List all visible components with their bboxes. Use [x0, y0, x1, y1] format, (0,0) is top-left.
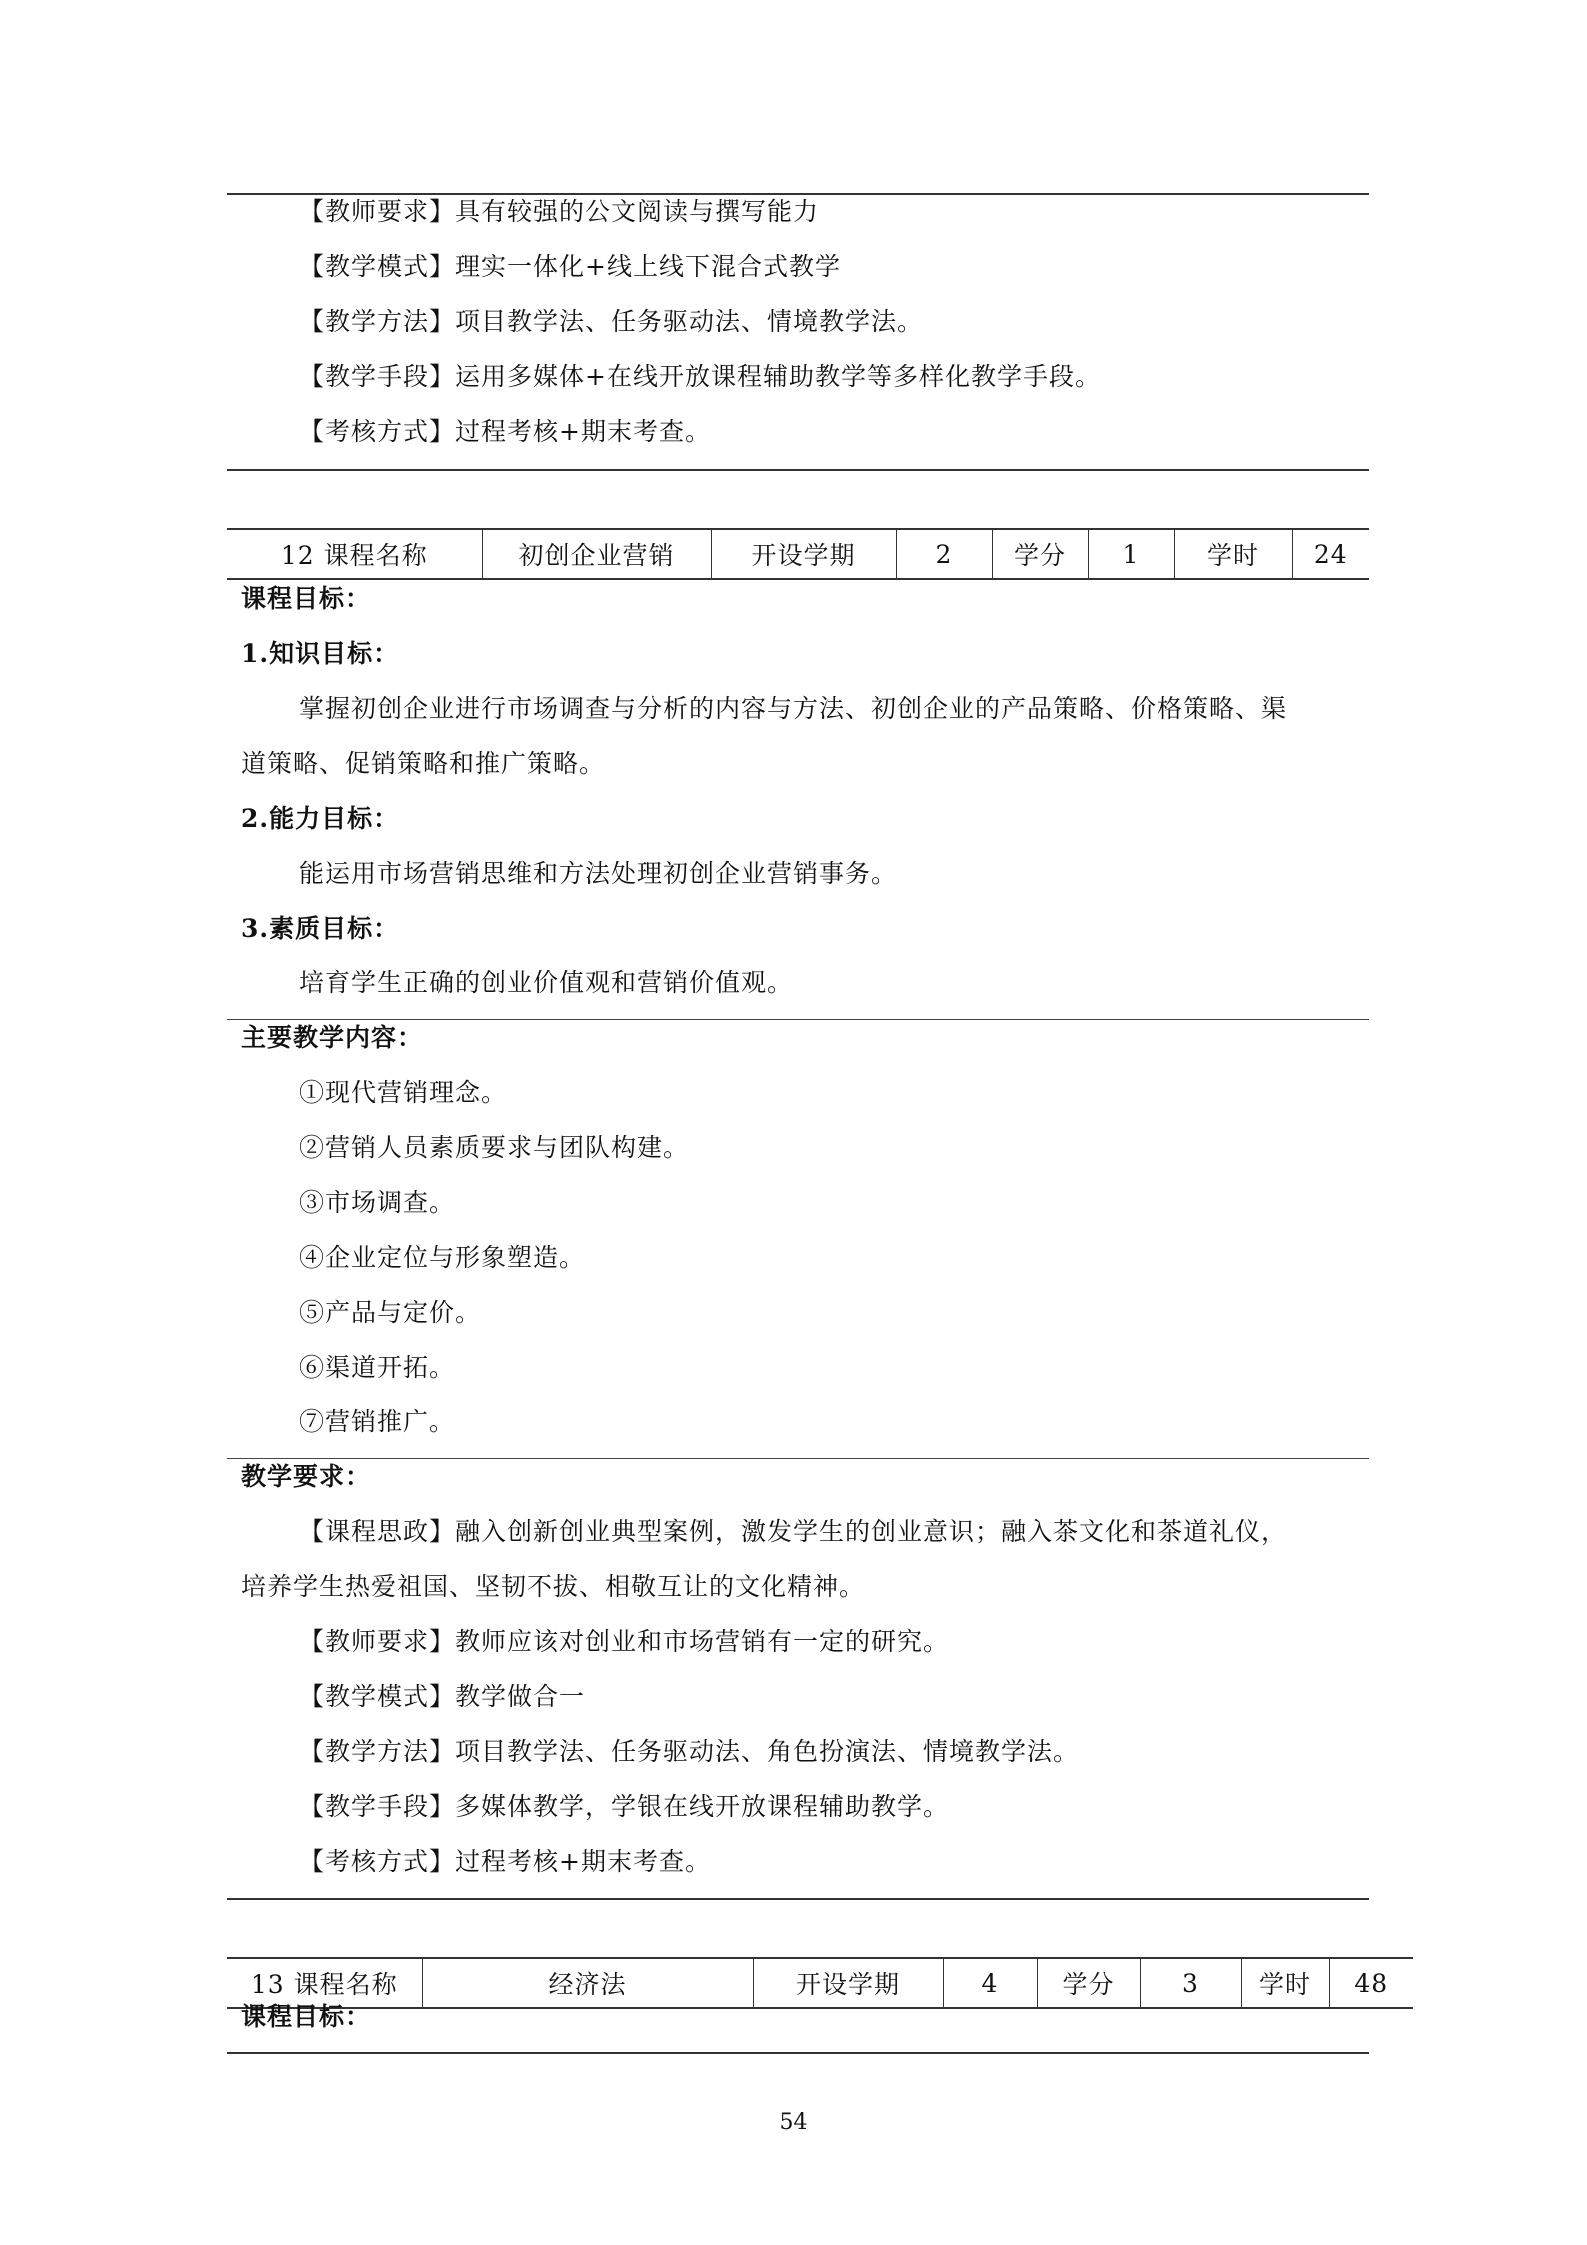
knowledge-goal-text-2: 道策略、促销策略和推广策略。 — [241, 749, 606, 778]
content-item: ④企业定位与形象塑造。 — [299, 1243, 586, 1272]
knowledge-goal-text-1: 掌握初创企业进行市场调查与分析的内容与方法、初创企业的产品策略、价格策略、渠 — [299, 694, 1288, 723]
semester-label: 开设学期 — [753, 1958, 943, 2008]
course-goals-title: 课程目标： — [241, 2002, 372, 2031]
main-content-title: 主要教学内容： — [241, 1023, 424, 1052]
requirements-divider — [227, 1458, 1369, 1459]
teaching-mode-line: 【教学模式】教学做合一 — [299, 1682, 586, 1711]
course-13-bottom-rule — [227, 2052, 1369, 2054]
content-item: ②营销人员素质要求与团队构建。 — [299, 1133, 690, 1162]
content-item: ⑥渠道开拓。 — [299, 1353, 456, 1382]
knowledge-goal-title: 1.知识目标： — [241, 639, 400, 668]
content-item: ⑦营销推广。 — [299, 1407, 456, 1436]
content-divider — [227, 1019, 1369, 1020]
hours-label: 学时 — [1241, 1958, 1329, 2008]
course-number-label: 13 课程名称 — [227, 1958, 422, 2008]
teaching-requirements-title: 教学要求： — [241, 1462, 372, 1491]
page-number: 54 — [779, 2110, 808, 2135]
teaching-mode-line: 【教学模式】理实一体化+线上线下混合式教学 — [299, 252, 841, 281]
teaching-means-line: 【教学手段】运用多媒体+在线开放课程辅助教学等多样化教学手段。 — [299, 362, 1101, 391]
ideology-line-2: 培养学生热爱祖国、坚韧不拔、相敬互让的文化精神。 — [241, 1572, 866, 1601]
credit-label: 学分 — [992, 529, 1088, 579]
quality-goal-text: 培育学生正确的创业价值观和营销价值观。 — [299, 968, 794, 997]
content-item: ①现代营销理念。 — [299, 1078, 508, 1107]
content-item: ⑤产品与定价。 — [299, 1298, 482, 1327]
ideology-line-1: 【课程思政】融入创新创业典型案例，激发学生的创业意识；融入茶文化和茶道礼仪， — [299, 1517, 1288, 1546]
semester-label: 开设学期 — [711, 529, 896, 579]
section-top-rule — [227, 193, 1369, 195]
course-name: 初创企业营销 — [482, 529, 711, 579]
hours-value: 48 — [1329, 1958, 1413, 2008]
teaching-method-line: 【教学方法】项目教学法、任务驱动法、角色扮演法、情境教学法。 — [299, 1737, 1080, 1766]
credit-value: 1 — [1088, 529, 1174, 579]
ability-goal-title: 2.能力目标： — [241, 804, 400, 833]
course-name: 经济法 — [422, 1958, 753, 2008]
hours-label: 学时 — [1174, 529, 1292, 579]
credit-label: 学分 — [1037, 1958, 1140, 2008]
ability-goal-text: 能运用市场营销思维和方法处理初创企业营销事务。 — [299, 859, 898, 888]
course-number-label: 12 课程名称 — [227, 529, 482, 579]
course-13-header-table — [227, 1957, 1413, 2009]
hours-value: 24 — [1292, 529, 1369, 579]
assessment-line: 【考核方式】过程考核+期末考查。 — [299, 417, 711, 446]
teacher-requirement-line: 【教师要求】教师应该对创业和市场营销有一定的研究。 — [299, 1627, 950, 1656]
section-bottom-rule — [227, 469, 1369, 471]
course-goals-title: 课程目标： — [241, 584, 372, 613]
semester-value: 2 — [896, 529, 992, 579]
course-12-bottom-rule — [227, 1898, 1369, 1900]
teacher-requirement-line: 【教师要求】具有较强的公文阅读与撰写能力 — [299, 197, 820, 226]
credit-value: 3 — [1140, 1958, 1241, 2008]
semester-value: 4 — [943, 1958, 1037, 2008]
teaching-means-line: 【教学手段】多媒体教学，学银在线开放课程辅助教学。 — [299, 1792, 950, 1821]
teaching-method-line: 【教学方法】项目教学法、任务驱动法、情境教学法。 — [299, 307, 924, 336]
assessment-line: 【考核方式】过程考核+期末考查。 — [299, 1847, 711, 1876]
course-12-header-table — [227, 528, 1369, 580]
content-item: ③市场调查。 — [299, 1188, 456, 1217]
quality-goal-title: 3.素质目标： — [241, 914, 400, 943]
